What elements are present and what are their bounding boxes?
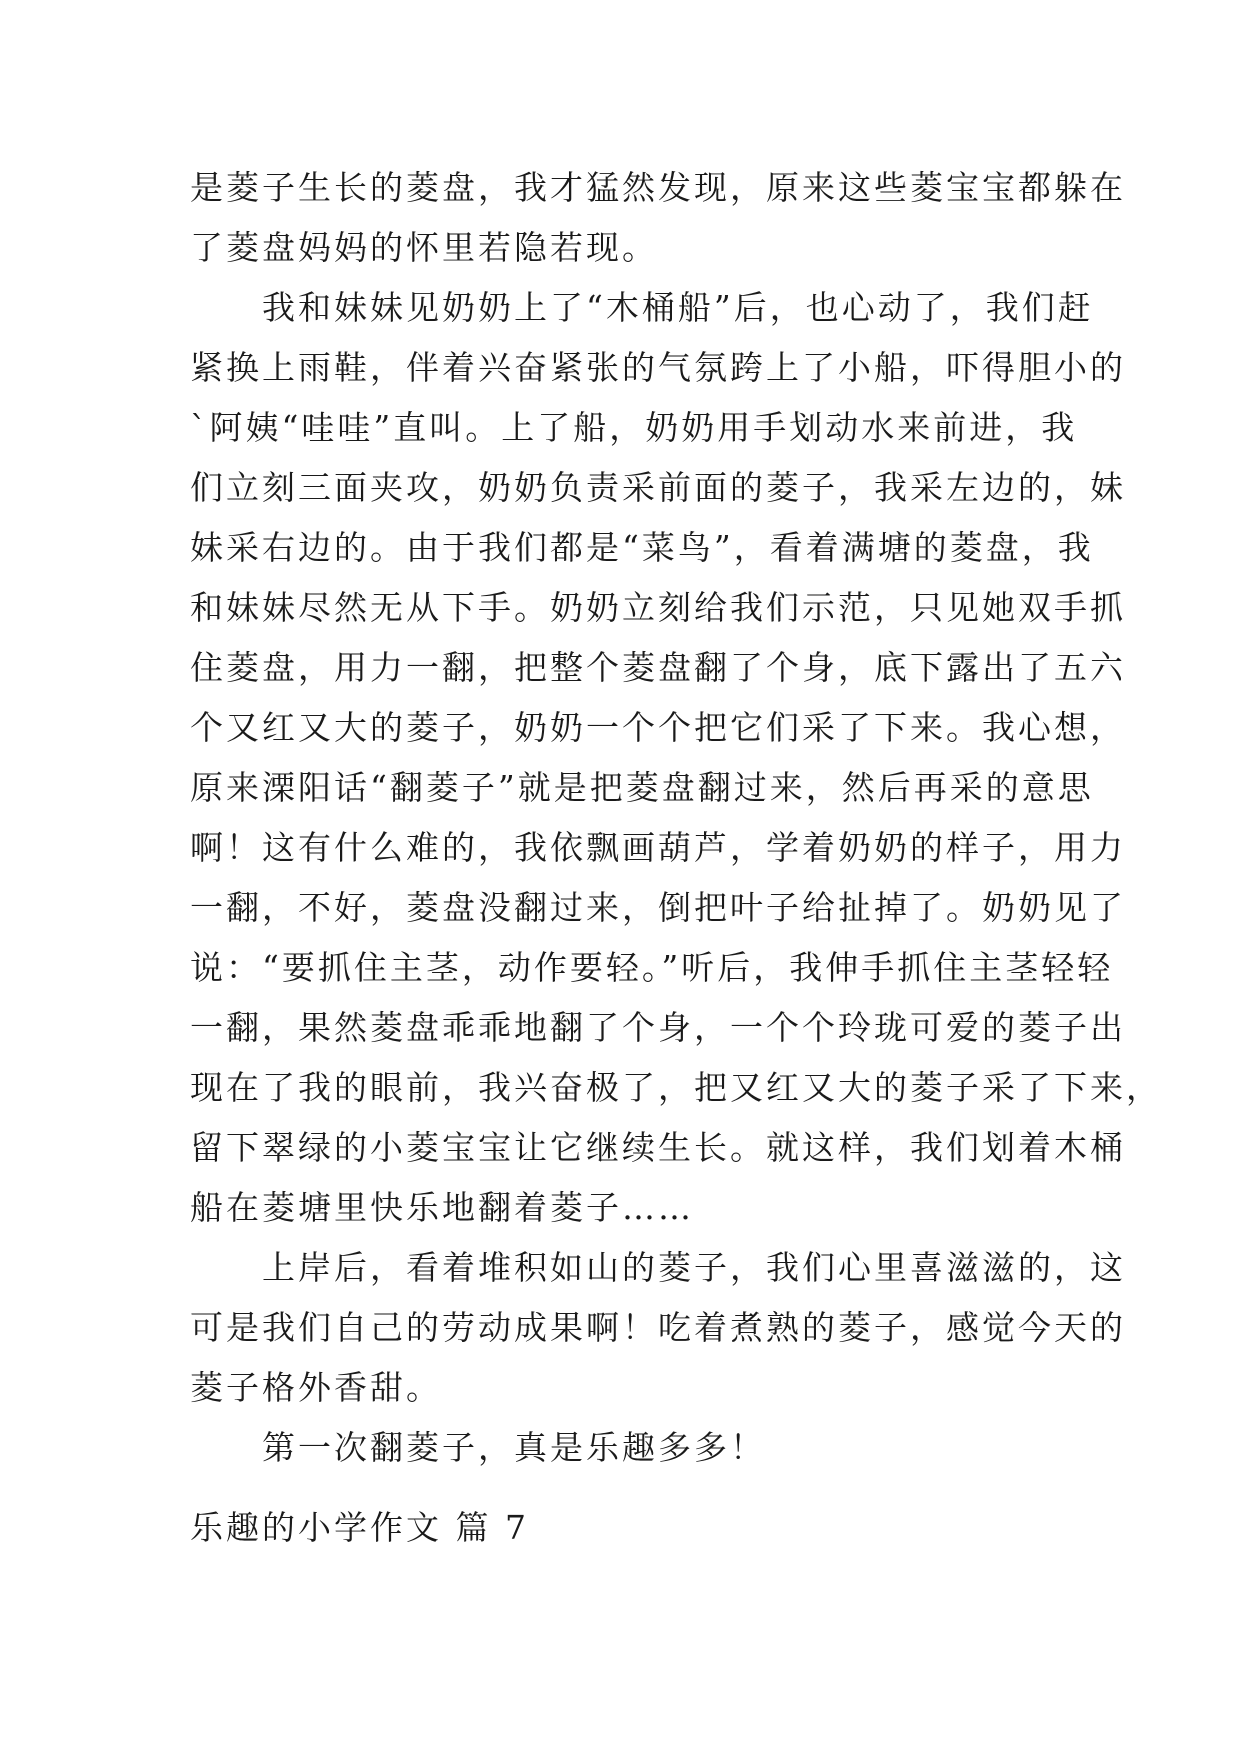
text-line-2: 了菱盘妈妈的怀里若隐若现。 [190,228,658,267]
text-line-21: 菱子格外香甜。 [190,1368,442,1407]
text-line-5: `阿姨“哇哇”直叫。上了船，奶奶用手划动水来前进，我 [190,408,1078,447]
text-line-15: 一翻，果然菱盘乖乖地翻了个身，一个个玲珑可爱的菱子出 [190,1008,1126,1047]
text-line-14: 说：“要抓住主茎，动作要轻。”听后，我伸手抓住主茎轻轻 [190,948,1114,987]
text-line-16: 现在了我的眼前，我兴奋极了，把又红又大的菱子采了下来， [190,1068,1162,1107]
text-line-20: 可是我们自己的劳动成果啊！吃着煮熟的菱子，感觉今天的 [190,1308,1126,1347]
text-line-9: 住菱盘，用力一翻，把整个菱盘翻了个身，底下露出了五六 [190,648,1126,687]
text-line-11: 原来溧阳话“翻菱子”就是把菱盘翻过来，然后再采的意思 [190,768,1094,807]
text-line-17: 留下翠绿的小菱宝宝让它继续生长。就这样，我们划着木桶 [190,1128,1126,1167]
paragraph-start-line: 我和妹妹见奶奶上了“木桶船”后，也心动了，我们赶 [190,288,1094,327]
text-line-1: 是菱子生长的菱盘，我才猛然发现，原来这些菱宝宝都躲在 [190,168,1126,207]
text-line-18: 船在菱塘里快乐地翻着菱子…… [190,1188,694,1227]
text-line-4: 紧换上雨鞋，伴着兴奋紧张的气氛跨上了小船，吓得胆小的 [190,348,1126,387]
text-line-12: 啊！这有什么难的，我依飘画葫芦，学着奶奶的样子，用力 [190,828,1126,867]
text-line-10: 个又红又大的菱子，奶奶一个个把它们采了下来。我心想， [190,708,1126,747]
section-heading: 乐趣的小学作文 篇 7 [190,1508,529,1547]
essay-body [190,158,1162,1478]
text-line-7: 妹采右边的。由于我们都是“菜鸟”，看着满塘的菱盘，我 [190,528,1094,567]
text-line-6: 们立刻三面夹攻，奶奶负责采前面的菱子，我采左边的，妹 [190,468,1126,507]
text-line-8: 和妹妹尽然无从下手。奶奶立刻给我们示范，只见她双手抓 [190,588,1126,627]
paragraph-start-line: 第一次翻菱子，真是乐趣多多！ [190,1428,766,1467]
text-line-13: 一翻，不好，菱盘没翻过来，倒把叶子给扯掉了。奶奶见了 [190,888,1126,927]
paragraph-start-line: 上岸后，看着堆积如山的菱子，我们心里喜滋滋的，这 [190,1248,1126,1287]
